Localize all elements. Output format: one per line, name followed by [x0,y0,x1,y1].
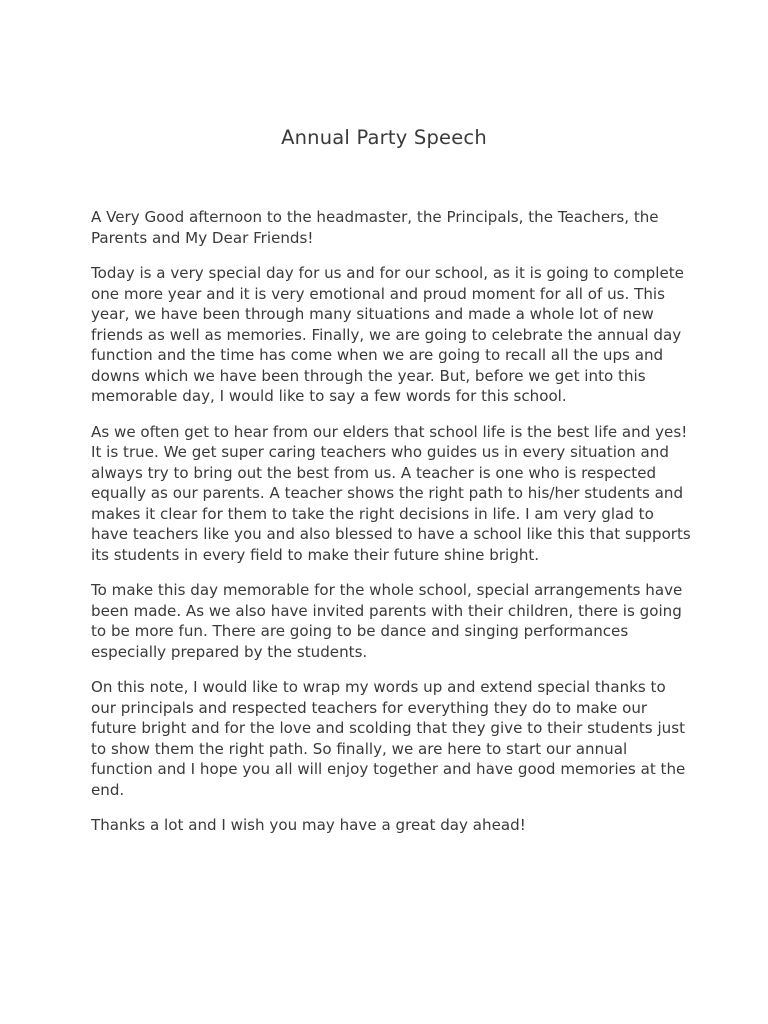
paragraph-closing: Thanks a lot and I wish you may have a great day ahead! [91,816,526,834]
paragraph-special-day: Today is a very special day for us and for our school, as it is going to complete one more year and it is very emotional and proud moment for all of us. This year, we have been through many situations and made a whole lot of new friends as well as memories. Finally, we are going to celebrate the annual day function and the time has come when we are going to recall all the ups and downs which we have been through the year. But, before we get into this memorable day, I would like to say a few words for this school. [91,264,684,405]
document-body [91,207,691,851]
paragraph-school-life: As we often get to hear from our elders that school life is the best life and yes! It is true. We get super caring teachers who guides us in every situation and always try to bring out the best from us. A teacher is one who is respected equally as our parents. A teacher shows the right path to his/her students and makes it clear for them to take the right decisions in life. I am very glad to have teachers like you and also blessed to have a school like this that supports its students in every field to make their future shine bright. [91,422,691,564]
document-title: Annual Party Speech [281,126,487,149]
paragraph-arrangements: To make this day memorable for the whole school, special arrangements have been made. As we also have invited parents with their children, there is going to be more fun. There are going to be dance and singing performances especially prepared by the students. [91,581,683,661]
paragraph-thanks: On this note, I would like to wrap my words up and extend special thanks to our principals and respected teachers for everything they do to make our future bright and for the love and scolding that they give to their students just to show them the right path. So finally, we are here to start our annual function and I hope you all will enjoy together and have good memories at the end. [91,678,686,799]
paragraph-greeting: A Very Good afternoon to the headmaster, the Principals, the Teachers, the Parents and My Dear Friends! [91,208,659,247]
